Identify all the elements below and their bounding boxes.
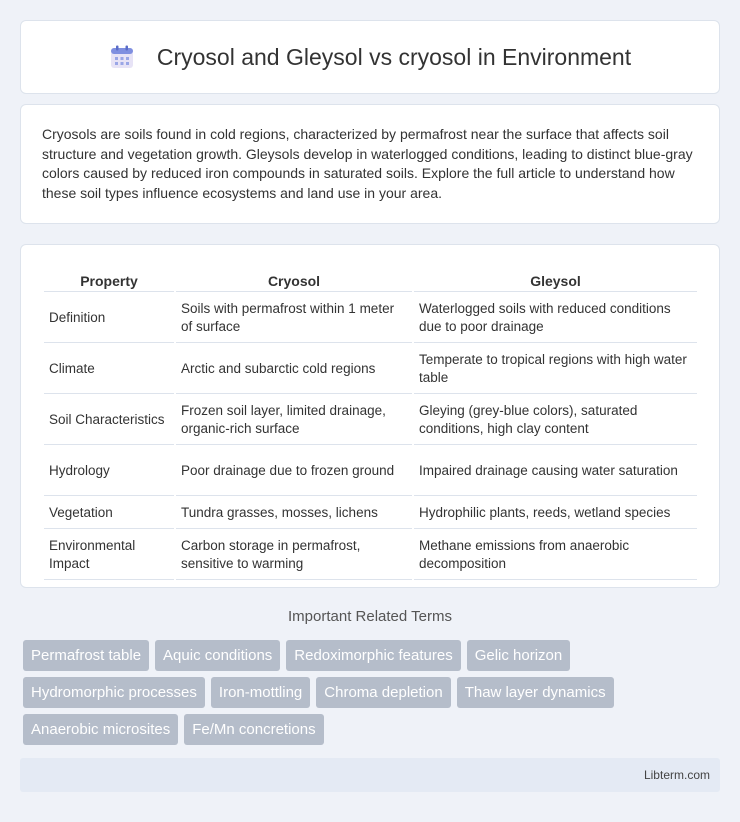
related-terms-list bbox=[23, 640, 703, 751]
table-cell-gleysol: Hydrophilic plants, reeds, wetland species bbox=[414, 498, 697, 529]
table-cell-property: Hydrology bbox=[44, 447, 174, 496]
term-tag[interactable]: Iron-mottling bbox=[211, 677, 310, 708]
table-row bbox=[44, 396, 697, 445]
calendar-icon bbox=[109, 44, 135, 70]
term-tag[interactable]: Redoximorphic features bbox=[286, 640, 460, 671]
table-row bbox=[44, 294, 697, 343]
comparison-table-card bbox=[20, 244, 720, 588]
header-card bbox=[20, 20, 720, 94]
column-header: Gleysol bbox=[414, 267, 697, 292]
table-cell-cryosol: Tundra grasses, mosses, lichens bbox=[176, 498, 412, 529]
table-cell-cryosol: Carbon storage in permafrost, sensitive to warming bbox=[176, 531, 412, 580]
table-cell-property: Definition bbox=[44, 294, 174, 343]
table-header-row bbox=[44, 267, 697, 292]
term-tag[interactable]: Permafrost table bbox=[23, 640, 149, 671]
table-cell-cryosol: Soils with permafrost within 1 meter of surface bbox=[176, 294, 412, 343]
table-cell-property: Climate bbox=[44, 345, 174, 394]
table-cell-gleysol: Methane emissions from anaerobic decomposition bbox=[414, 531, 697, 580]
table-cell-gleysol: Gleying (grey-blue colors), saturated conditions, high clay content bbox=[414, 396, 697, 445]
footer-brand-link[interactable]: Libterm.com bbox=[643, 768, 710, 782]
table-row bbox=[44, 531, 697, 580]
term-tag[interactable]: Gelic horizon bbox=[467, 640, 571, 671]
table-cell-gleysol: Temperate to tropical regions with high water table bbox=[414, 345, 697, 394]
term-tag[interactable]: Thaw layer dynamics bbox=[457, 677, 614, 708]
page-title: Cryosol and Gleysol vs cryosol in Environment bbox=[156, 43, 632, 70]
term-tag[interactable]: Aquic conditions bbox=[155, 640, 280, 671]
table-cell-property: Vegetation bbox=[44, 498, 174, 529]
table-row bbox=[44, 345, 697, 394]
related-terms-title: Important Related Terms bbox=[288, 608, 452, 625]
table-cell-property: Environmental Impact bbox=[44, 531, 174, 580]
footer bbox=[20, 758, 720, 792]
term-tag[interactable]: Anaerobic microsites bbox=[23, 714, 178, 745]
term-tag[interactable]: Chroma depletion bbox=[316, 677, 450, 708]
table-cell-gleysol: Impaired drainage causing water saturation bbox=[414, 447, 697, 496]
table-row bbox=[44, 498, 697, 529]
table-cell-gleysol: Waterlogged soils with reduced conditions due to poor drainage bbox=[414, 294, 697, 343]
table-row bbox=[44, 447, 697, 496]
table-cell-property: Soil Characteristics bbox=[44, 396, 174, 445]
comparison-table bbox=[42, 265, 699, 582]
table-cell-cryosol: Arctic and subarctic cold regions bbox=[176, 345, 412, 394]
column-header: Cryosol bbox=[176, 267, 412, 292]
table-cell-cryosol: Poor drainage due to frozen ground bbox=[176, 447, 412, 496]
intro-card bbox=[20, 104, 720, 224]
column-header: Property bbox=[44, 267, 174, 292]
term-tag[interactable]: Hydromorphic processes bbox=[23, 677, 205, 708]
intro-text: Cryosols are soils found in cold regions, characterized by permafrost near the surface that affects soil structure and vegetation growth. Gleysols develop in waterlogged conditions, leading to distinct blue-gray colors caused by reduced iron compounds in saturated soils. Explore the full article to understand how these soil types influence ecosystems and land use in your area. bbox=[42, 126, 693, 201]
term-tag[interactable]: Fe/Mn concretions bbox=[184, 714, 323, 745]
table-cell-cryosol: Frozen soil layer, limited drainage, organic-rich surface bbox=[176, 396, 412, 445]
